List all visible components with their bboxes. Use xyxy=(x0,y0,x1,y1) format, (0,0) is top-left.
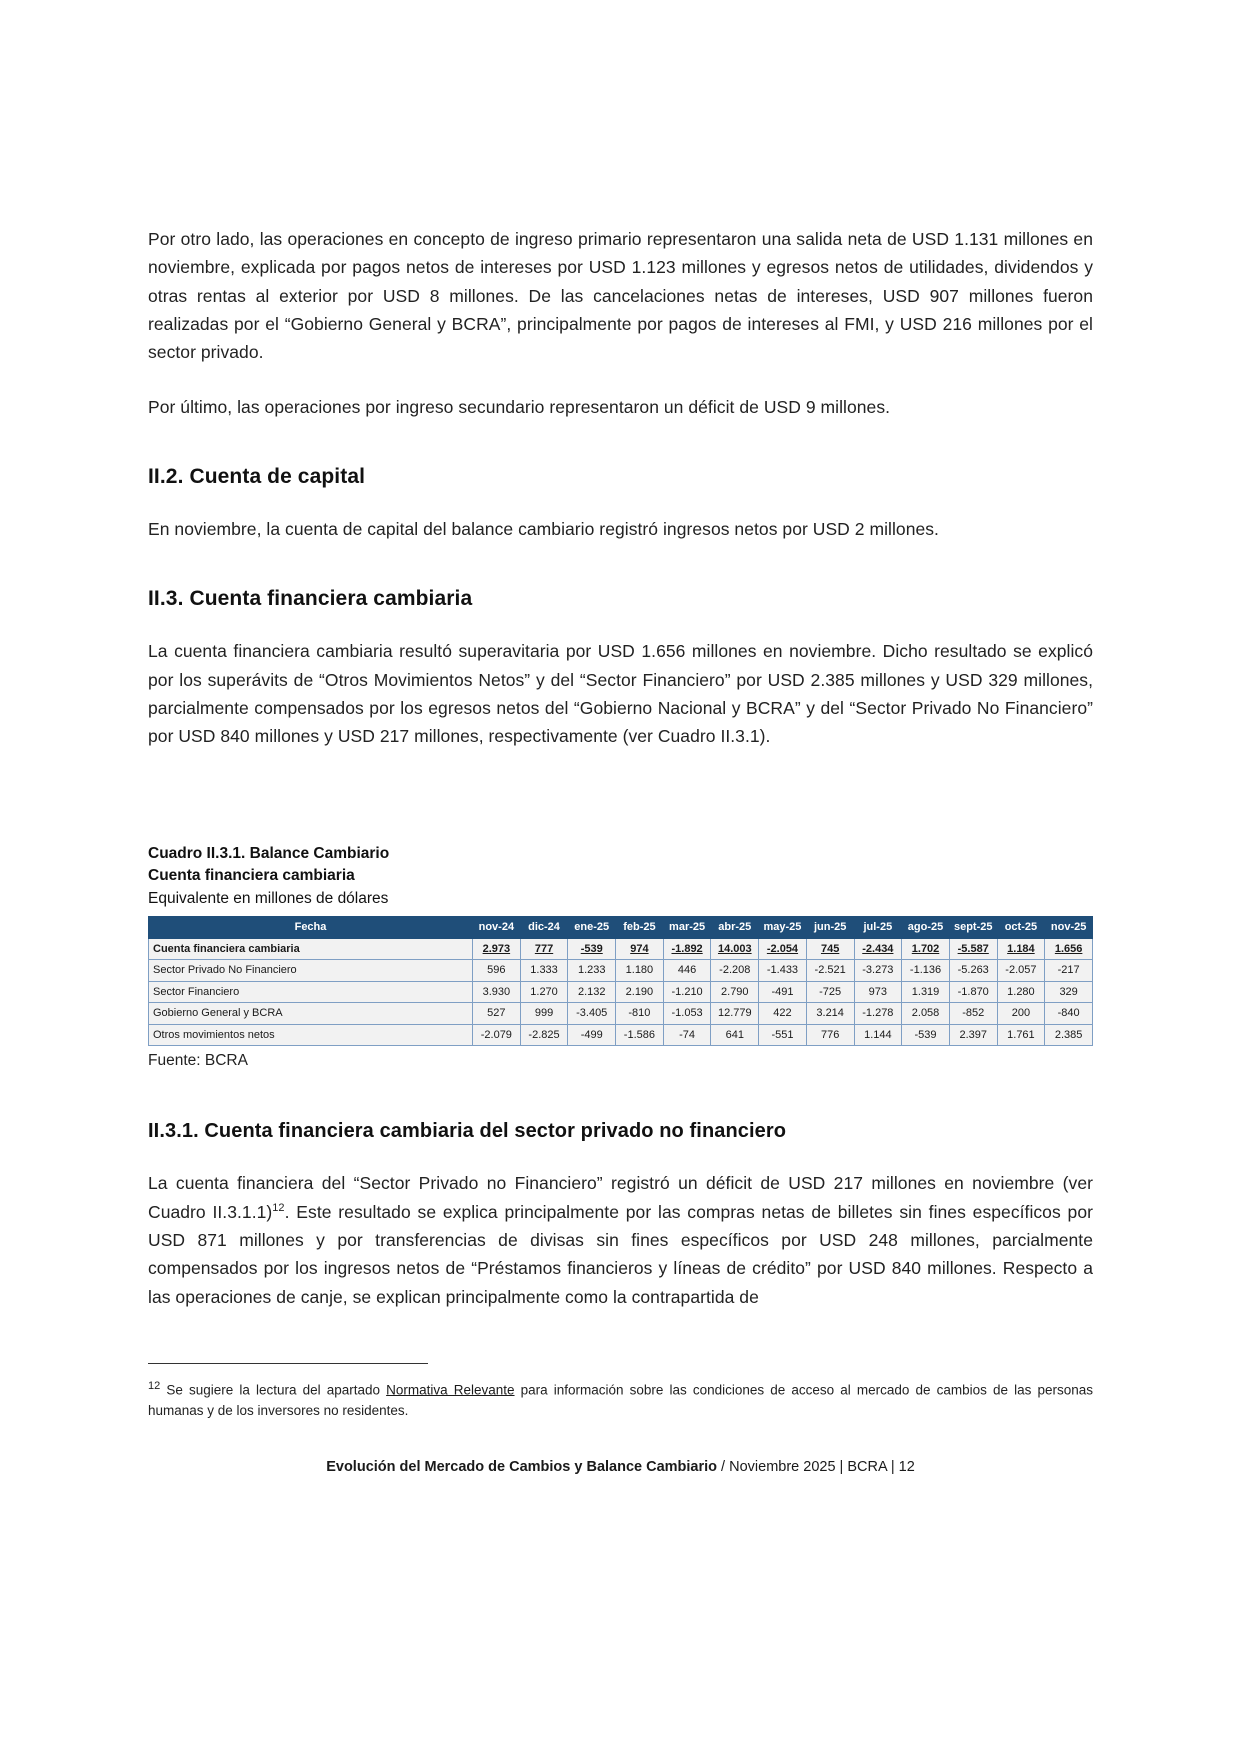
table-cell-value: -810 xyxy=(616,1003,664,1025)
table-row xyxy=(149,981,1093,1003)
table-cell-value: 2.397 xyxy=(949,1024,997,1046)
table-row xyxy=(149,938,1093,960)
table-cell-value: 999 xyxy=(520,1003,568,1025)
paragraph-ingreso-secundario: Por último, las operaciones por ingreso secundario representaron un déficit de USD 9 millones. xyxy=(148,396,891,417)
table-cell-value: -551 xyxy=(759,1024,807,1046)
table-cell-value: 2.132 xyxy=(568,981,616,1003)
normativa-relevante-link[interactable]: Normativa Relevante xyxy=(386,1382,515,1398)
table-row xyxy=(149,960,1093,982)
table-cell-value: 1.184 xyxy=(997,938,1045,960)
heading-cuenta-financiera: II.3. Cuenta financiera cambiaria xyxy=(148,587,473,611)
table-cell-value: 329 xyxy=(1045,981,1093,1003)
table-cell-value: 745 xyxy=(806,938,854,960)
table-cell-value: -1.210 xyxy=(663,981,711,1003)
table-cell-value: 2.790 xyxy=(711,981,759,1003)
table-cell-value: 2.385 xyxy=(1045,1024,1093,1046)
table-col-header-jul-25: jul-25 xyxy=(854,917,902,939)
table-row xyxy=(149,1024,1093,1046)
table-cell-value: 200 xyxy=(997,1003,1045,1025)
table-col-header-abr-25: abr-25 xyxy=(711,917,759,939)
table-source: Fuente: BCRA xyxy=(148,1052,248,1070)
table-col-header-mar-25: mar-25 xyxy=(663,917,711,939)
table-col-header-sept-25: sept-25 xyxy=(949,917,997,939)
table-row-label: Cuenta financiera cambiaria xyxy=(149,938,473,960)
table-cell-value: 1.656 xyxy=(1045,938,1093,960)
table-cell-value: 2.973 xyxy=(473,938,521,960)
table-cell-value: -2.057 xyxy=(997,960,1045,982)
table-cell-value: 1.319 xyxy=(902,981,950,1003)
table-cell-value: -491 xyxy=(759,981,807,1003)
table-header-row xyxy=(149,917,1093,939)
table-col-header-may-25: may-25 xyxy=(759,917,807,939)
heading-cuenta-capital: II.2. Cuenta de capital xyxy=(148,465,366,489)
table-cell-value: -1.433 xyxy=(759,960,807,982)
table-cell-value: 1.702 xyxy=(902,938,950,960)
footnote-text-before: Se sugiere la lectura del apartado xyxy=(160,1382,387,1398)
table-cell-value: -2.054 xyxy=(759,938,807,960)
table-cell-value: 1.333 xyxy=(520,960,568,982)
table-caption-line-1: Cuadro II.3.1. Balance Cambiario xyxy=(148,844,390,862)
table-col-header-dic-24: dic-24 xyxy=(520,917,568,939)
table-cell-value: 596 xyxy=(473,960,521,982)
table-col-header-jun-25: jun-25 xyxy=(806,917,854,939)
table-cell-value: -2.208 xyxy=(711,960,759,982)
table-cell-value: 1.280 xyxy=(997,981,1045,1003)
table-cell-value: -2.434 xyxy=(854,938,902,960)
table-cell-value: 14.003 xyxy=(711,938,759,960)
table-cell-value: 12.779 xyxy=(711,1003,759,1025)
table-cell-value: 1.761 xyxy=(997,1024,1045,1046)
table-cell-value: -725 xyxy=(806,981,854,1003)
table-cell-value: 446 xyxy=(663,960,711,982)
footnote-area xyxy=(148,1363,1093,1421)
table-cell-value: -3.273 xyxy=(854,960,902,982)
table-body xyxy=(149,938,1093,1046)
cuenta-financiera-table xyxy=(148,916,1093,1046)
table-caption-line-2: Cuenta financiera cambiaria xyxy=(148,867,355,885)
table-cell-value: -1.892 xyxy=(663,938,711,960)
table-cell-value: -74 xyxy=(663,1024,711,1046)
table-cell-value: -1.586 xyxy=(616,1024,664,1046)
table-cell-value: 974 xyxy=(616,938,664,960)
table-col-header-oct-25: oct-25 xyxy=(997,917,1045,939)
table-cell-value: -499 xyxy=(568,1024,616,1046)
table-col-header-nov-24: nov-24 xyxy=(473,917,521,939)
paragraph-sector-privado-part1: La cuenta financiera del “Sector Privado no Financiero” registró un déficit de USD 217 millones en noviembre (ver Cuadro II.3.1.1) xyxy=(148,1173,1093,1222)
table-cell-value: -2.825 xyxy=(520,1024,568,1046)
table-cell-value: 3.930 xyxy=(473,981,521,1003)
heading-sector-privado-no-financiero: II.3.1. Cuenta financiera cambiaria del sector privado no financiero xyxy=(148,1120,787,1143)
paragraph-ingreso-primario: Por otro lado, las operaciones en concepto de ingreso primario representaron una salida neta de USD 1.131 millones en noviembre, explicada por pagos netos de intereses por USD 1.123 millones y egresos netos de utilidades, dividendos y otras rentas al exterior por USD 8 millones. De las cancelaciones netas de intereses, USD 907 millones fueron realizadas por el “Gobierno General y BCRA”, principalmente por pagos de intereses al FMI, y USD 216 millones por el sector privado. xyxy=(148,229,1093,363)
footnote-text-after: para información sobre las condiciones de acceso al mercado de cambios de las personas humanas y de los inversores no residentes. xyxy=(148,1382,1093,1418)
table-col-header-fecha: Fecha xyxy=(149,917,473,939)
table-cell-value: 776 xyxy=(806,1024,854,1046)
table-block-cuadro-ii31 xyxy=(148,843,1093,1070)
table-row-label: Sector Financiero xyxy=(149,981,473,1003)
table-cell-value: -3.405 xyxy=(568,1003,616,1025)
paragraph-sector-privado-part2: . Este resultado se explica principalmente por las compras netas de billetes sin fines específicos por USD 871 millones y por transferencias de divisas sin fines específicos por USD 248 millones, parcialmente compensados por los ingresos netos de “Préstamos financieros y líneas de crédito” por USD 840 millones. Respecto a las operaciones de canje, se explican principalmente como la contrapartida de xyxy=(148,1201,1093,1307)
table-cell-value: -1.136 xyxy=(902,960,950,982)
table-caption-line-3: Equivalente en millones de dólares xyxy=(148,889,389,907)
paragraph-sector-privado xyxy=(148,1169,1093,1311)
table-cell-value: 973 xyxy=(854,981,902,1003)
table-header xyxy=(149,917,1093,939)
table-col-header-feb-25: feb-25 xyxy=(616,917,664,939)
footnote-12 xyxy=(148,1378,1093,1421)
table-cell-value: 2.058 xyxy=(902,1003,950,1025)
table-cell-value: 422 xyxy=(759,1003,807,1025)
footer-title: Evolución del Mercado de Cambios y Balance Cambiario xyxy=(326,1458,718,1475)
table-cell-value: -539 xyxy=(902,1024,950,1046)
table-cell-value: -2.521 xyxy=(806,960,854,982)
table-cell-value: -217 xyxy=(1045,960,1093,982)
table-row-label: Gobierno General y BCRA xyxy=(149,1003,473,1025)
table-cell-value: 2.190 xyxy=(616,981,664,1003)
table-cell-value: 1.270 xyxy=(520,981,568,1003)
table-row-label: Otros movimientos netos xyxy=(149,1024,473,1046)
footnote-marker: 12 xyxy=(148,1379,161,1392)
table-cell-value: -840 xyxy=(1045,1003,1093,1025)
table-cell-value: 1.180 xyxy=(616,960,664,982)
table-cell-value: 527 xyxy=(473,1003,521,1025)
paragraph-cuenta-financiera: La cuenta financiera cambiaria resultó superavitaria por USD 1.656 millones en noviembre. Dicho resultado se explicó por los superávits de “Otros Movimientos Netos” y del “Sector Financiero” por USD 2.385 millones y USD 329 millones, parcialmente compensados por los egresos netos del “Gobierno Nacional y BCRA” y del “Sector Privado No Financiero” por USD 840 millones y USD 217 millones, respectivamente (ver Cuadro II.3.1). xyxy=(148,641,1093,747)
table-cell-value: -852 xyxy=(949,1003,997,1025)
table-row-label: Sector Privado No Financiero xyxy=(149,960,473,982)
paragraph-cuenta-capital: En noviembre, la cuenta de capital del balance cambiario registró ingresos netos por USD 2 millones. xyxy=(148,519,939,540)
table-cell-value: 3.214 xyxy=(806,1003,854,1025)
table-cell-value: 777 xyxy=(520,938,568,960)
table-col-header-nov-25: nov-25 xyxy=(1045,917,1093,939)
table-cell-value: -2.079 xyxy=(473,1024,521,1046)
table-cell-value: -1.053 xyxy=(663,1003,711,1025)
table-cell-value: 1.233 xyxy=(568,960,616,982)
footer-meta: / Noviembre 2025 | BCRA | 12 xyxy=(717,1458,915,1475)
footnote-reference-12: 12 xyxy=(272,1201,285,1214)
table-cell-value: -1.870 xyxy=(949,981,997,1003)
table-row xyxy=(149,1003,1093,1025)
table-col-header-ene-25: ene-25 xyxy=(568,917,616,939)
table-cell-value: -1.278 xyxy=(854,1003,902,1025)
footnote-divider xyxy=(148,1363,428,1364)
spacer xyxy=(148,777,1093,807)
table-col-header-ago-25: ago-25 xyxy=(902,917,950,939)
table-cell-value: -5.587 xyxy=(949,938,997,960)
table-cell-value: -5.263 xyxy=(949,960,997,982)
table-cell-value: 641 xyxy=(711,1024,759,1046)
table-cell-value: -539 xyxy=(568,938,616,960)
table-cell-value: 1.144 xyxy=(854,1024,902,1046)
page-footer xyxy=(148,1459,1093,1475)
